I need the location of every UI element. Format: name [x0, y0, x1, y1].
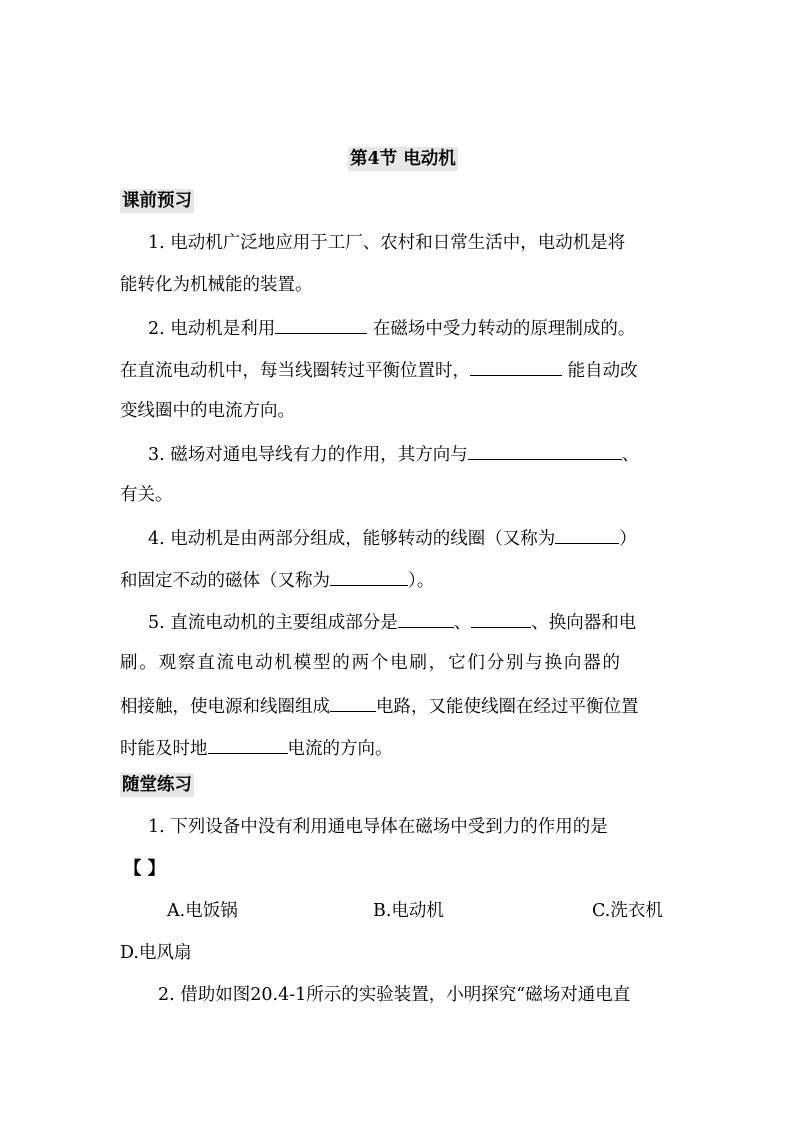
option-c[interactable]: C.洗衣机: [592, 901, 663, 921]
question-text: 、换向器和电: [531, 613, 637, 633]
question-text: 3. 磁场对通电导线有力的作用，其方向与: [148, 445, 468, 465]
question-text: 和固定不动的磁体（又称为: [120, 571, 330, 591]
question-text: 在磁场中受力转动的原理制成的。: [367, 319, 636, 339]
question-text: 电路，又能使线圈在经过平衡位置: [376, 697, 639, 717]
option-b[interactable]: B.电动机: [373, 901, 444, 921]
question-text: ）: [619, 529, 637, 549]
preview-q4-line1: [148, 525, 637, 551]
question-text: 能自动改: [562, 361, 638, 381]
option-a[interactable]: A.电饭锅: [167, 901, 238, 921]
answer-blank[interactable]: [555, 525, 619, 544]
answer-blank[interactable]: [471, 609, 531, 628]
answer-blank[interactable]: [470, 357, 562, 376]
answer-blank[interactable]: [275, 315, 367, 334]
answer-blank[interactable]: [330, 567, 408, 586]
question-text: 4. 电动机是由两部分组成，能够转动的线圈（又称为: [148, 529, 556, 549]
question-text: 5. 直流电动机的主要组成部分是: [148, 613, 398, 633]
preview-q2-line1: [148, 315, 635, 341]
question-text: 电流的方向。: [287, 739, 393, 759]
section-heading-practice: 随堂练习: [122, 775, 192, 795]
question-text: 、: [621, 445, 640, 465]
question-text: 在直流电动机中，每当线圈转过平衡位置时，: [120, 361, 470, 381]
practice-q1-line1: 1. 下列设备中没有利用通电导体在磁场中受到力的作用的是: [148, 817, 608, 837]
preview-q3-line1: [148, 441, 639, 467]
preview-q5-line3: [120, 693, 639, 719]
answer-bracket[interactable]: 【 】: [124, 859, 166, 879]
preview-q3-line2: 有关。: [120, 485, 173, 505]
question-text: 相接触，使电源和线圈组成: [120, 697, 330, 717]
answer-blank[interactable]: [330, 693, 376, 712]
preview-q2-line2: [120, 357, 638, 383]
option-d[interactable]: D.电风扇: [120, 943, 192, 963]
question-text: ）。: [408, 571, 435, 591]
section-heading-preview: 课前预习: [122, 191, 192, 211]
preview-q2-line3: 变线圈中的电流方向。: [120, 401, 295, 421]
preview-q1-line2: 能转化为机械能的装置。: [120, 275, 313, 295]
answer-blank[interactable]: [468, 441, 622, 460]
preview-q4-line2: [120, 567, 434, 593]
preview-q5-line4: [120, 735, 393, 761]
answer-blank[interactable]: [208, 735, 288, 754]
answer-blank[interactable]: [398, 609, 454, 628]
preview-q5-line1: [148, 609, 636, 635]
preview-q1-line1: 1. 电动机广泛地应用于工厂、农村和日常生活中，电动机是将: [148, 233, 626, 253]
preview-q5-line2: 刷。观察直流电动机模型的两个电刷，它们分别与换向器的: [120, 653, 622, 673]
question-text: 2. 电动机是利用: [148, 319, 276, 339]
page-title: 第4节 电动机: [350, 149, 456, 169]
question-text: 时能及时地: [120, 739, 208, 759]
practice-q2-line1: 2. 借助如图20.4-1所示的实验装置，小明探究“磁场对通电直: [158, 985, 631, 1005]
question-text: 、: [453, 613, 472, 633]
